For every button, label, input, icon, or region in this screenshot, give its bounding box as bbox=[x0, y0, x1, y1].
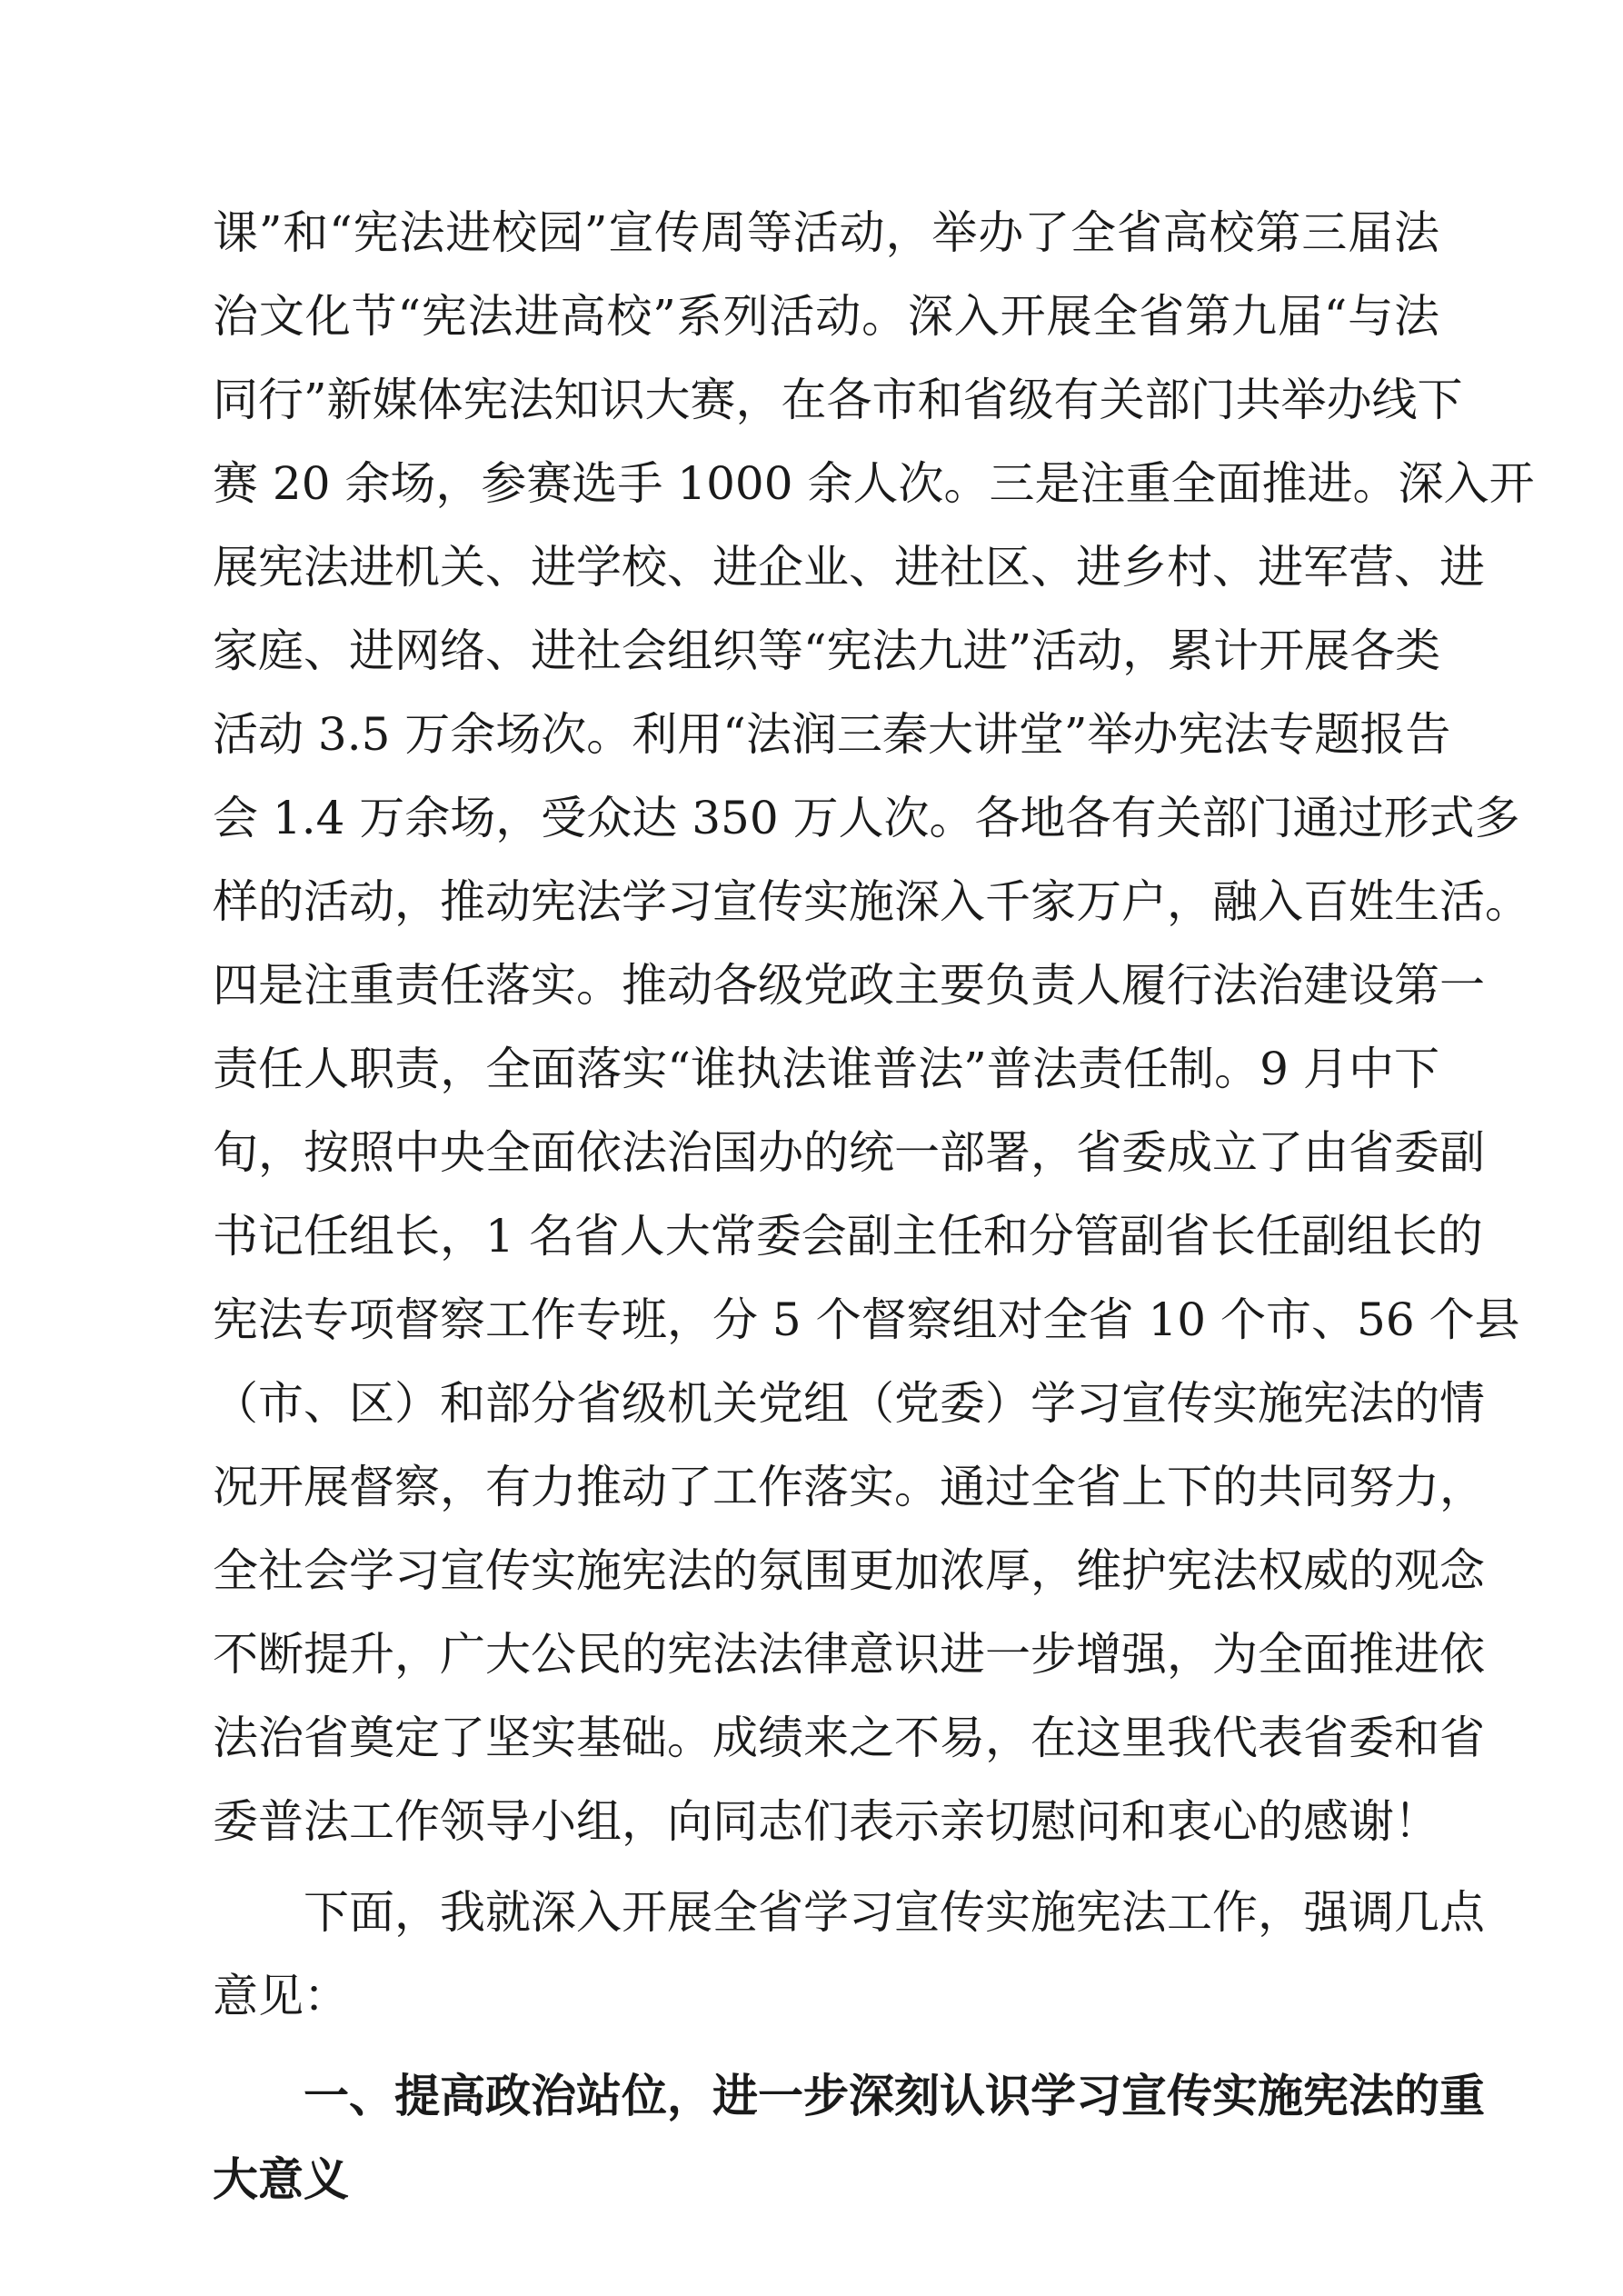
body-line: 会 1.4 万余场，受众达 350 万人次。各地各有关部门通过形式多 bbox=[213, 792, 1520, 844]
body-line: 委普法工作领导小组，向同志们表示亲切慰问和衷心的感谢！ bbox=[213, 1795, 1439, 1848]
body-line: 意见： bbox=[213, 1970, 349, 2022]
body-line: 旬，按照中央全面依法治国办的统一部署，省委成立了由省委副 bbox=[213, 1126, 1485, 1179]
body-line: 不断提升，广大公民的宪法法律意识进一步增强，为全面推进依 bbox=[213, 1628, 1485, 1681]
paragraph-spacer bbox=[213, 2038, 1439, 2054]
body-line: 宪法专项督察工作专班，分 5 个督察组对全省 10 个市、56 个县 bbox=[213, 1293, 1520, 1346]
section-heading: 大意义 bbox=[213, 2153, 349, 2206]
body-line: 治文化节“宪法进高校”系列活动。深入开展全省第九届“与法 bbox=[213, 290, 1439, 343]
body-line: 法治省奠定了坚实基础。成绩来之不易，在这里我代表省委和省 bbox=[213, 1712, 1485, 1764]
body-line: 展宪法进机关、进学校、进企业、进社区、进乡村、进军营、进 bbox=[213, 541, 1485, 594]
body-line: 下面，我就深入开展全省学习宣传实施宪法工作，强调几点 bbox=[304, 1886, 1485, 1939]
body-line: 四是注重责任落实。推动各级党政主要负责人履行法治建设第一 bbox=[213, 959, 1485, 1012]
body-line: （市、区）和部分省级机关党组（党委）学习宣传实施宪法的情 bbox=[213, 1377, 1485, 1430]
body-line: 活动 3.5 万余场次。利用“法润三秦大讲堂”举办宪法专题报告 bbox=[213, 708, 1451, 761]
body-line: 书记任组长，1 名省人大常委会副主任和分管副省长任副组长的 bbox=[213, 1210, 1483, 1263]
section-heading: 一、提高政治站位，进一步深刻认识学习宣传实施宪法的重 bbox=[304, 2070, 1485, 2122]
body-line: 责任人职责，全面落实“谁执法谁普法”普法责任制。9 月中下 bbox=[213, 1043, 1439, 1095]
paragraph-spacer bbox=[213, 1863, 1439, 1871]
document-body bbox=[213, 191, 1535, 2221]
body-line: 课”和“宪法进校园”宣传周等活动，举办了全省高校第三届法 bbox=[213, 206, 1439, 259]
body-line: 全社会学习宣传实施宪法的氛围更加浓厚，维护宪法权威的观念 bbox=[213, 1544, 1485, 1597]
body-line: 同行”新媒体宪法知识大赛，在各市和省级有关部门共举办线下 bbox=[213, 374, 1463, 426]
body-line: 况开展督察，有力推动了工作落实。通过全省上下的共同努力， bbox=[213, 1461, 1485, 1513]
body-line: 赛 20 余场，参赛选手 1000 余人次。三是注重全面推进。深入开 bbox=[213, 457, 1535, 510]
body-line: 样的活动，推动宪法学习宣传实施深入千家万户，融入百姓生活。 bbox=[213, 875, 1530, 928]
body-line: 家庭、进网络、进社会组织等“宪法九进”活动，累计开展各类 bbox=[213, 624, 1441, 677]
